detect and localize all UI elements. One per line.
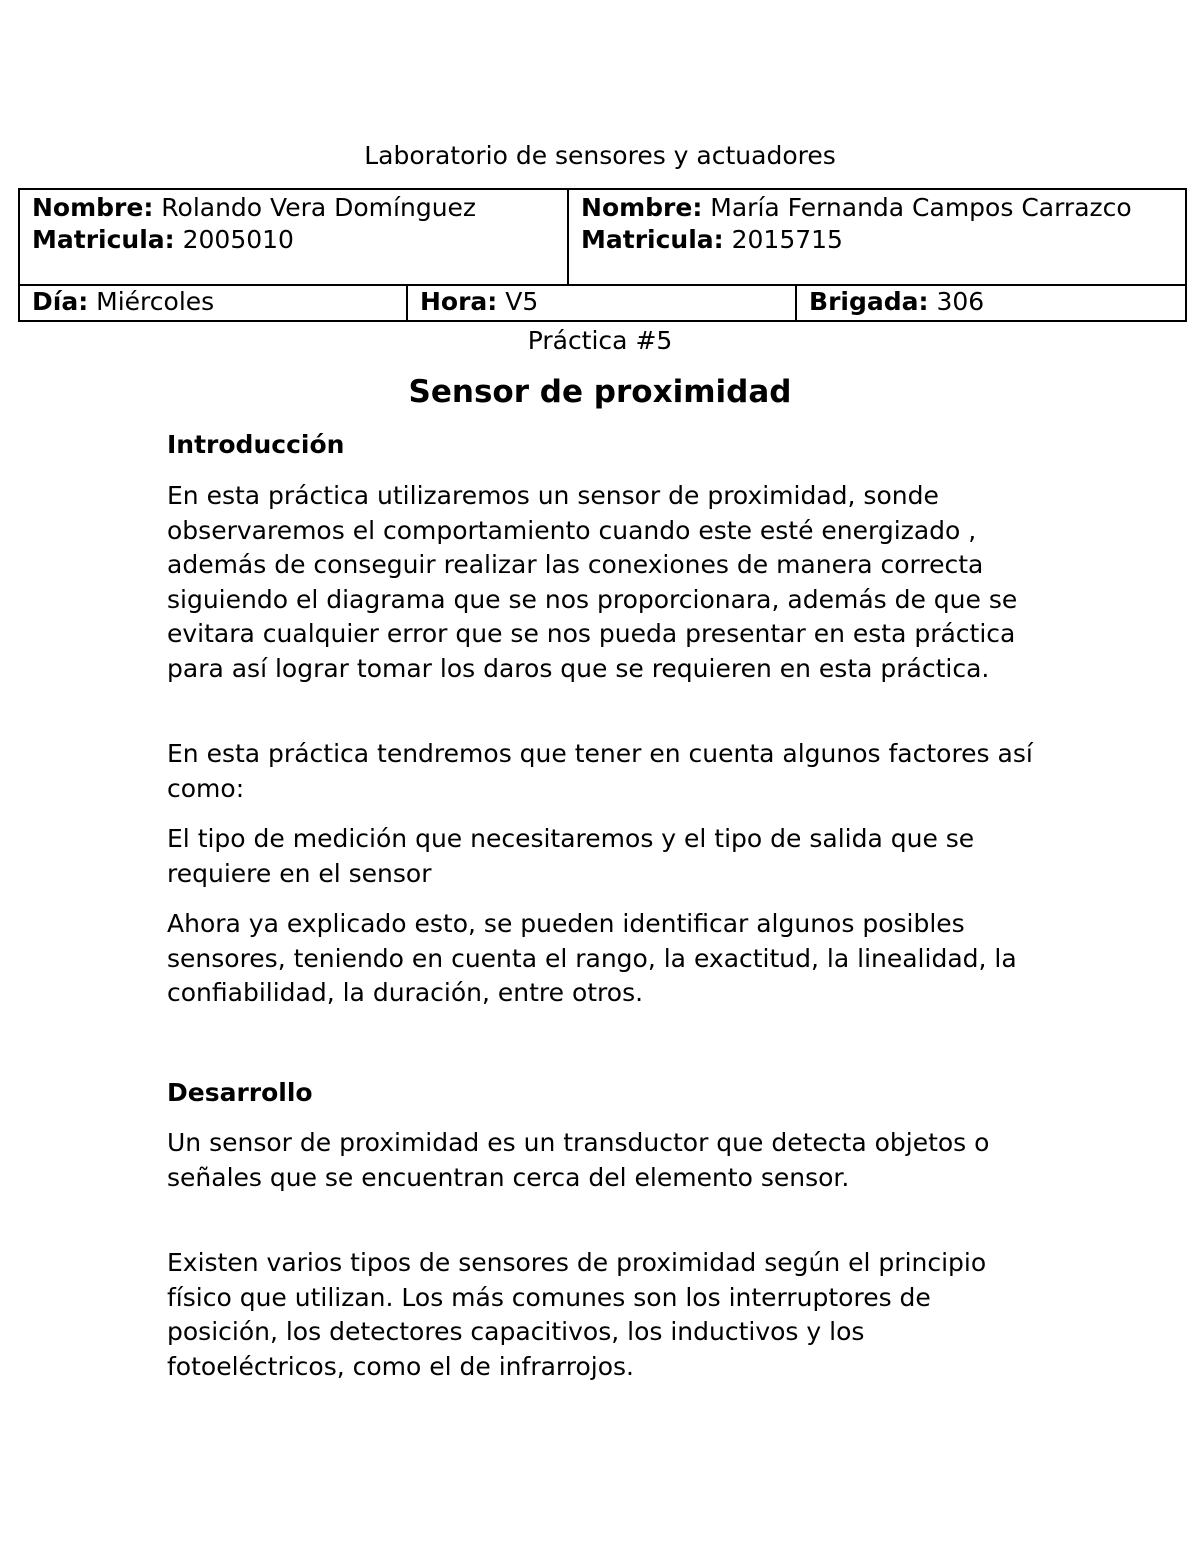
paragraph: Ahora ya explicado esto, se pueden identificar algunos posibles sensores, teniendo en cuenta el rango, la exactitud, la linealidad, la confiabilidad, la duración, entre otros. <box>167 909 1017 1007</box>
section-desarrollo <box>167 1076 1047 1111</box>
day-cell <box>19 285 407 321</box>
student1-name: Rolando Vera Domínguez <box>161 193 477 222</box>
desarrollo-paragraph-1 <box>167 1126 1047 1195</box>
student-info-table <box>18 188 1187 322</box>
paragraph: En esta práctica utilizaremos un sensor de proximidad, sonde observaremos el comportamiento cuando este esté energizado , además de conseguir realizar las conexiones de manera correcta siguiendo el diagrama que se nos proporcionara, además de que se evitara cualquier error que se nos pueda presentar en esta práctica para así lograr tomar los daros que se requieren en esta práctica. <box>167 481 1018 683</box>
paragraph: En esta práctica tendremos que tener en cuenta algunos factores así como: <box>167 739 1033 803</box>
student2-id: 2015715 <box>731 225 843 254</box>
student1-name-line <box>32 192 557 224</box>
student1-cell <box>19 189 568 285</box>
course-title: Laboratorio de sensores y actuadores <box>364 141 836 170</box>
hour-label: Hora: <box>420 287 498 316</box>
students-row <box>19 189 1186 285</box>
student1-name-label: Nombre: <box>32 193 154 222</box>
section-heading-introduccion: Introducción <box>167 430 345 459</box>
brigade-value: 306 <box>936 287 985 316</box>
student2-id-line <box>581 224 1175 256</box>
student1-id-label: Matricula: <box>32 225 175 254</box>
brigade-cell <box>796 285 1186 321</box>
schedule-row <box>19 285 1186 321</box>
paragraph: Existen varios tipos de sensores de proximidad según el principio físico que utilizan. Los más comunes son los interruptores de posición, los detectores capacitivos, los inductivos y los fotoeléctricos, como el de infrarrojos. <box>167 1248 987 1381</box>
student2-id-label: Matricula: <box>581 225 724 254</box>
hour-cell <box>407 285 796 321</box>
practice-number: Práctica #5 <box>527 326 673 355</box>
desarrollo-paragraph-2 <box>167 1246 1047 1384</box>
section-heading-desarrollo: Desarrollo <box>167 1078 313 1107</box>
paragraph: Un sensor de proximidad es un transductor que detecta objetos o señales que se encuentran cerca del elemento sensor. <box>167 1128 990 1192</box>
section-introduccion <box>167 428 1047 463</box>
student2-name-line <box>581 192 1175 224</box>
day-value: Miércoles <box>96 287 215 316</box>
intro-paragraph-1 <box>167 479 1047 686</box>
student2-name: María Fernanda Campos Carrazco <box>710 193 1132 222</box>
paragraph: El tipo de medición que necesitaremos y el tipo de salida que se requiere en el sensor <box>167 824 975 888</box>
hour-value: V5 <box>505 287 539 316</box>
day-label: Día: <box>32 287 89 316</box>
intro-paragraph-3 <box>167 822 1047 891</box>
student1-id-line <box>32 224 557 256</box>
intro-paragraph-2 <box>167 737 1047 806</box>
brigade-label: Brigada: <box>809 287 929 316</box>
student1-id: 2005010 <box>182 225 294 254</box>
document-title: Sensor de proximidad <box>408 374 792 410</box>
intro-paragraph-4 <box>167 907 1047 1011</box>
student2-cell <box>568 189 1186 285</box>
student2-name-label: Nombre: <box>581 193 703 222</box>
